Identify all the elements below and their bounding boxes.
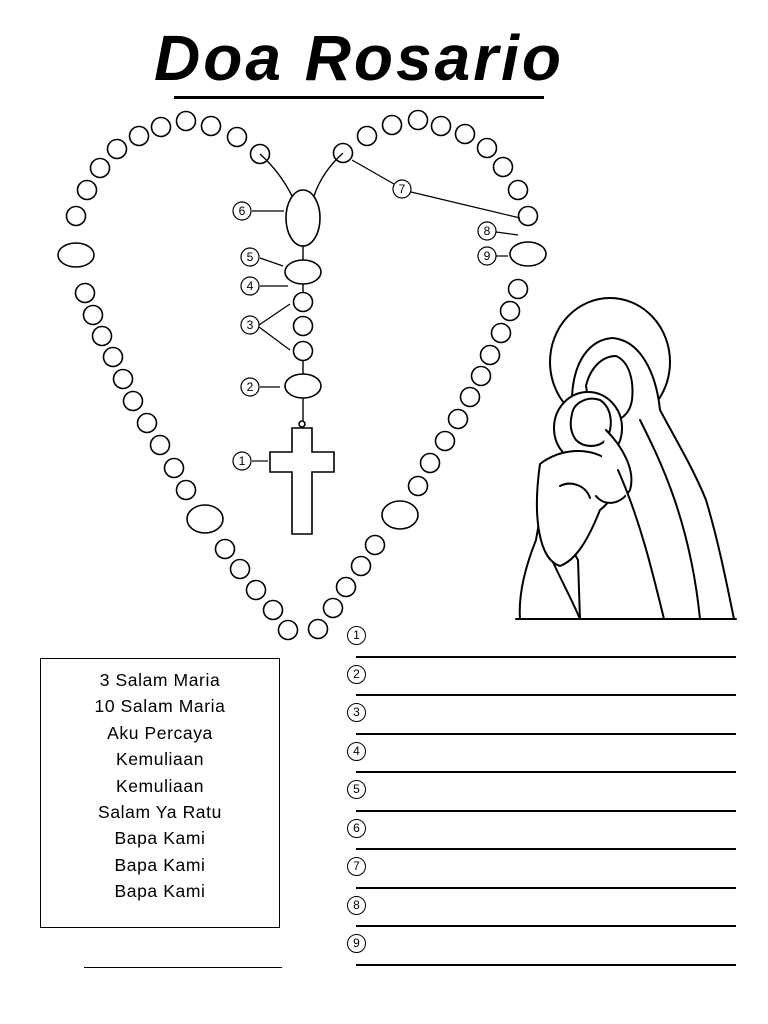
callout-number: 7 [398, 182, 406, 196]
center-medal [286, 190, 320, 246]
diagram-callout [241, 378, 259, 396]
our-father-bead [382, 501, 418, 529]
diagram-callout [233, 452, 251, 470]
rosary-bead [231, 560, 250, 579]
answer-number: 3 [347, 703, 366, 722]
word-bank-item: 10 Salam Maria [94, 696, 226, 717]
rosary-bead [104, 348, 123, 367]
diagram-callout [233, 202, 251, 220]
answer-row[interactable] [342, 696, 736, 735]
word-bank-item: 3 Salam Maria [99, 670, 221, 690]
answer-row[interactable] [342, 889, 736, 928]
answer-row[interactable] [342, 773, 736, 812]
diagram-callout [241, 316, 259, 334]
word-bank-item: Kemuliaan [115, 749, 205, 770]
word-bank-item: Aku Percaya [107, 722, 213, 743]
rosary-bead [93, 327, 112, 346]
callout-number: 6 [238, 204, 246, 218]
rosary-bead [124, 392, 143, 411]
rosary-bead [177, 112, 196, 131]
word-bank-item: Bapa Kami [114, 854, 206, 875]
rosary-bead [383, 116, 402, 135]
rosary-bead [78, 181, 97, 200]
rosary-bead [264, 601, 283, 620]
name-write-line[interactable] [84, 967, 282, 968]
diagram-callout [393, 180, 411, 198]
callout-number: 4 [246, 279, 254, 293]
rosary-bead [509, 181, 528, 200]
callout-number: 1 [238, 454, 246, 468]
rosary-bead [478, 139, 497, 158]
diagram-callout [478, 247, 496, 265]
rosary-bead [409, 477, 428, 496]
word-bank-item: Bapa Kami [114, 828, 206, 849]
rosary-bead [449, 410, 468, 429]
rosary-bead [91, 159, 110, 178]
answer-number: 4 [347, 742, 366, 761]
word-bank-item: Bapa Kami [114, 881, 206, 902]
rosary-bead [216, 540, 235, 559]
rosary-bead [509, 280, 528, 299]
answer-row[interactable] [342, 619, 736, 658]
our-father-bead [187, 505, 223, 533]
rosary-bead [247, 581, 266, 600]
rosary-bead [108, 140, 127, 159]
rosary-bead [324, 599, 343, 618]
rosary-bead [84, 306, 103, 325]
answer-row[interactable] [342, 812, 736, 851]
rosary-bead [151, 436, 170, 455]
hail-mary-bead [294, 342, 313, 361]
answer-line[interactable] [356, 964, 736, 966]
rosary-bead [501, 302, 520, 321]
hail-mary-bead [294, 293, 313, 312]
our-father-bead [510, 242, 546, 266]
rosary-bead [494, 158, 513, 177]
rosary-bead [202, 117, 221, 136]
rosary-bead [76, 284, 95, 303]
cross-icon [270, 421, 334, 534]
rosary-bead [177, 481, 196, 500]
rosary-bead [366, 536, 385, 555]
our-father-bead [285, 260, 321, 284]
answer-number: 9 [347, 934, 366, 953]
our-father-bead [285, 374, 321, 398]
rosary-bead [114, 370, 133, 389]
callout-number: 2 [246, 380, 254, 394]
page-title: Doa Rosario [154, 22, 564, 94]
rosary-bead [421, 454, 440, 473]
diagram-callout [478, 222, 496, 240]
rosary-bead [138, 414, 157, 433]
rosary-bead [432, 117, 451, 136]
rosary-bead [492, 324, 511, 343]
hail-mary-bead [294, 317, 313, 336]
word-bank [40, 658, 280, 928]
answer-row[interactable] [342, 850, 736, 889]
rosary-bead [337, 578, 356, 597]
callout-number: 5 [246, 250, 254, 264]
diagram-callout [241, 277, 259, 295]
rosary-bead [130, 127, 149, 146]
rosary-bead [472, 367, 491, 386]
rosary-bead [519, 207, 538, 226]
rosary-bead [309, 620, 328, 639]
word-bank-item: Salam Ya Ratu [98, 802, 222, 823]
answer-row[interactable] [342, 735, 736, 774]
rosary-bead [228, 128, 247, 147]
rosary-bead [358, 127, 377, 146]
callout-number: 8 [483, 224, 491, 238]
rosary-bead [461, 388, 480, 407]
callout-number: 3 [246, 318, 254, 332]
rosary-bead [352, 557, 371, 576]
mary-with-child-icon [516, 298, 736, 619]
answer-row[interactable] [342, 927, 736, 966]
rosary-bead [165, 459, 184, 478]
answer-number: 7 [347, 857, 366, 876]
rosary-bead [481, 346, 500, 365]
diagram-callout [241, 248, 259, 266]
rosary-bead [279, 621, 298, 640]
word-bank-item: Kemuliaan [115, 775, 205, 796]
answer-number: 8 [347, 896, 366, 915]
rosary-bead [67, 207, 86, 226]
answer-number: 5 [347, 780, 366, 799]
rosary-bead [456, 125, 475, 144]
callout-number: 9 [483, 249, 491, 263]
answer-number: 6 [347, 819, 366, 838]
rosary-bead [436, 432, 455, 451]
answer-row[interactable] [342, 658, 736, 697]
answer-number: 2 [347, 665, 366, 684]
answer-list [342, 619, 736, 966]
answer-number: 1 [347, 626, 366, 645]
rosary-bead [409, 111, 428, 130]
rosary-bead [152, 118, 171, 137]
our-father-bead [58, 243, 94, 267]
